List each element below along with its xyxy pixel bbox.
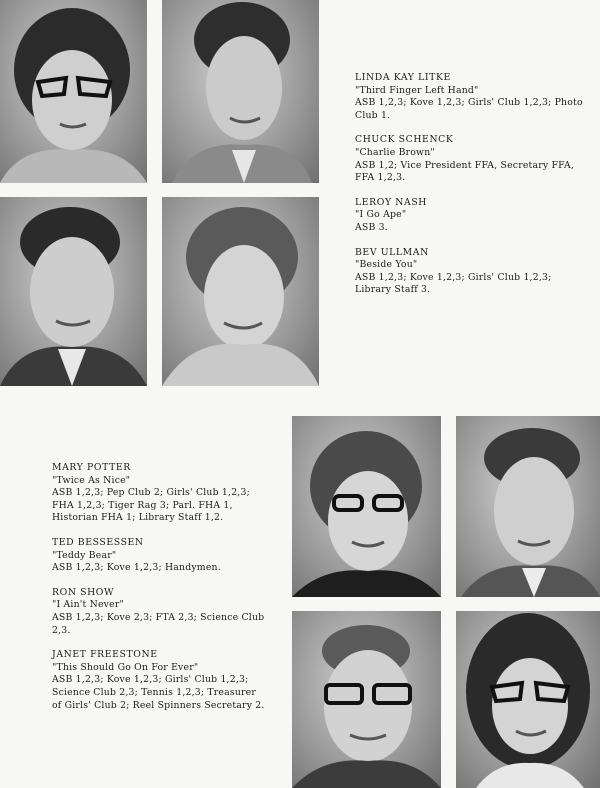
bio-janet-freestone [52, 649, 267, 712]
bio-bev-ullman [355, 247, 590, 297]
student-quote: "I Go Ape" [355, 209, 407, 221]
student-name: BEV ULLMAN [355, 246, 429, 258]
bio-ted-bessessen [52, 537, 267, 575]
student-name: RON SHOW [52, 586, 115, 598]
student-name: TED BESSESSEN [52, 536, 144, 548]
portrait-mary-potter [292, 416, 441, 597]
student-activities: ASB 1,2,3; Kove 1,2,3; Girls' Club 1,2,3; Library Staff 3. [355, 271, 552, 296]
portrait-ted-bessessen [456, 416, 600, 597]
portrait-woman-glasses-icon [292, 416, 441, 597]
bio-linda-kay-litke [355, 72, 590, 122]
student-name: MARY POTTER [52, 462, 131, 473]
bio-mary-potter [52, 462, 267, 525]
bio-leroy-nash [355, 197, 590, 235]
portrait-man-icon [162, 0, 319, 183]
student-activities: ASB 1,2,3; Kove 1,2,3; Girls' Club 1,2,3; Science Club 2,3; Tennis 1,2,3; Treasurer of Girls' Club 2; Reel Spinners Secretary 2. [52, 674, 265, 711]
student-quote: "Twice As Nice" [52, 474, 131, 486]
student-activities: ASB 1,2,3; Pep Club 2; Girls' Club 1,2,3; FHA 1,2,3; Tiger Rag 3; Parl. FHA 1, Historian FHA 1; Library Staff 1,2. [52, 487, 250, 524]
student-quote: "This Should Go On For Ever" [52, 661, 199, 673]
student-quote: "Beside You" [355, 259, 418, 271]
portrait-janet-freestone [456, 611, 600, 788]
student-quote: "Teddy Bear" [52, 549, 117, 561]
student-activities: ASB 1,2,3; Kove 2,3; FTA 2,3; Science Club 2,3. [52, 611, 265, 636]
portrait-woman-icon [162, 197, 319, 386]
bio-ron-show [52, 587, 267, 637]
portrait-bev-ullman [162, 197, 319, 386]
top-bios [355, 72, 590, 309]
portrait-man-icon [456, 416, 600, 597]
student-name: LINDA KAY LITKE [355, 72, 451, 83]
student-quote: "Third Finger Left Hand" [355, 84, 479, 96]
bio-chuck-schenck [355, 134, 590, 184]
student-name: JANET FREESTONE [52, 649, 158, 661]
portrait-man-icon [0, 197, 147, 386]
portrait-ron-show [292, 611, 441, 788]
bottom-bios [52, 462, 267, 724]
student-activities: ASB 1,2,3; Kove 1,2,3; Girls' Club 1,2,3; Photo Club 1. [355, 97, 583, 121]
portrait-man-glasses-icon [292, 611, 441, 788]
portrait-woman-glasses-icon [0, 0, 147, 183]
student-activities: ASB 3. [355, 221, 388, 233]
portrait-linda-kay-litke [0, 0, 147, 183]
student-quote: "Charlie Brown" [355, 146, 435, 158]
student-activities: ASB 1,2,3; Kove 1,2,3; Handymen. [52, 562, 221, 574]
student-quote: "I Ain't Never" [52, 599, 124, 611]
student-activities: ASB 1,2; Vice President FFA, Secretary FFA, FFA 1,2,3. [355, 159, 575, 184]
portrait-chuck-schenck [162, 0, 319, 183]
student-name: LEROY NASH [355, 196, 427, 208]
student-name: CHUCK SCHENCK [355, 134, 454, 146]
portrait-leroy-nash [0, 197, 147, 386]
portrait-woman-glasses-icon [456, 611, 600, 788]
